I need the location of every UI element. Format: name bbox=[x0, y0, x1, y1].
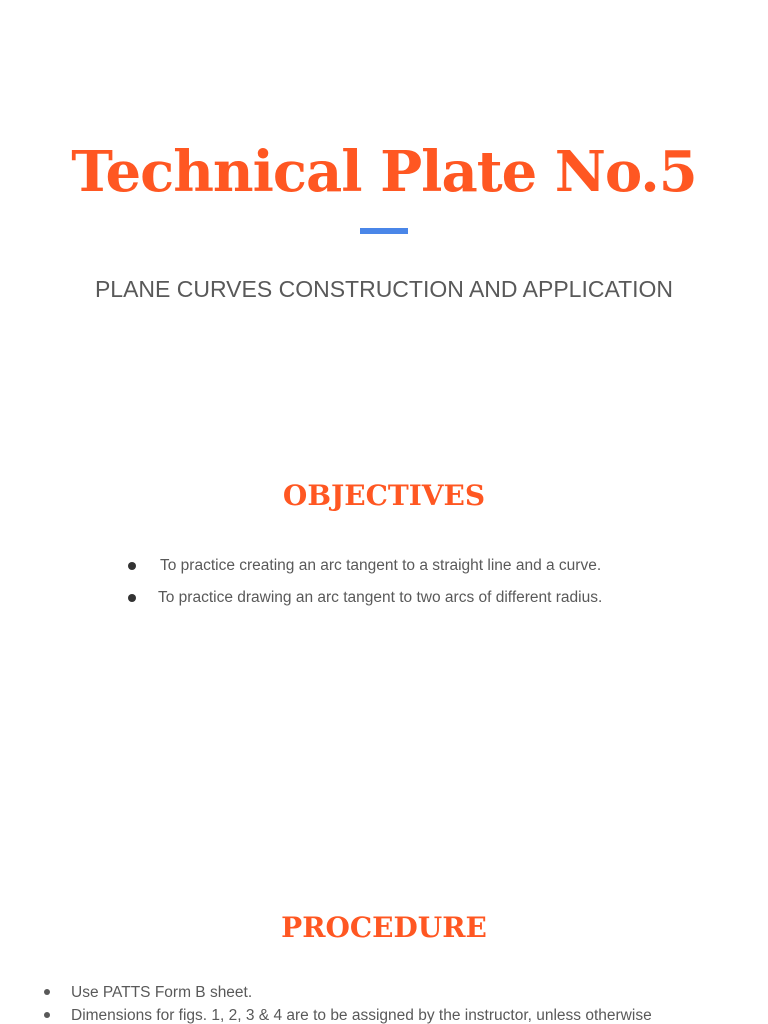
bullet-icon bbox=[128, 594, 136, 602]
objectives-list bbox=[124, 553, 704, 617]
procedure-heading: PROCEDURE bbox=[281, 911, 487, 944]
procedure-list bbox=[40, 981, 760, 1024]
objective-text: To practice drawing an arc tangent to two arcs of different radius. bbox=[158, 589, 603, 606]
objective-item bbox=[124, 585, 704, 617]
bullet-icon bbox=[44, 1012, 50, 1018]
procedure-item bbox=[40, 1004, 760, 1024]
title-divider bbox=[360, 228, 408, 234]
bullet-icon bbox=[128, 562, 136, 570]
procedure-text: Dimensions for figs. 1, 2, 3 & 4 are to be assigned by the instructor, unless otherwise bbox=[71, 1007, 652, 1024]
page-subtitle: PLANE CURVES CONSTRUCTION AND APPLICATION bbox=[94, 276, 674, 302]
objective-item bbox=[124, 553, 704, 585]
bullet-icon bbox=[44, 989, 50, 995]
objectives-heading: OBJECTIVES bbox=[282, 479, 486, 512]
procedure-text: Use PATTS Form B sheet. bbox=[71, 984, 253, 1001]
procedure-item bbox=[40, 981, 760, 1004]
objective-text: To practice creating an arc tangent to a straight line and a curve. bbox=[160, 557, 602, 574]
page-title: Technical Plate No.5 bbox=[71, 139, 697, 205]
